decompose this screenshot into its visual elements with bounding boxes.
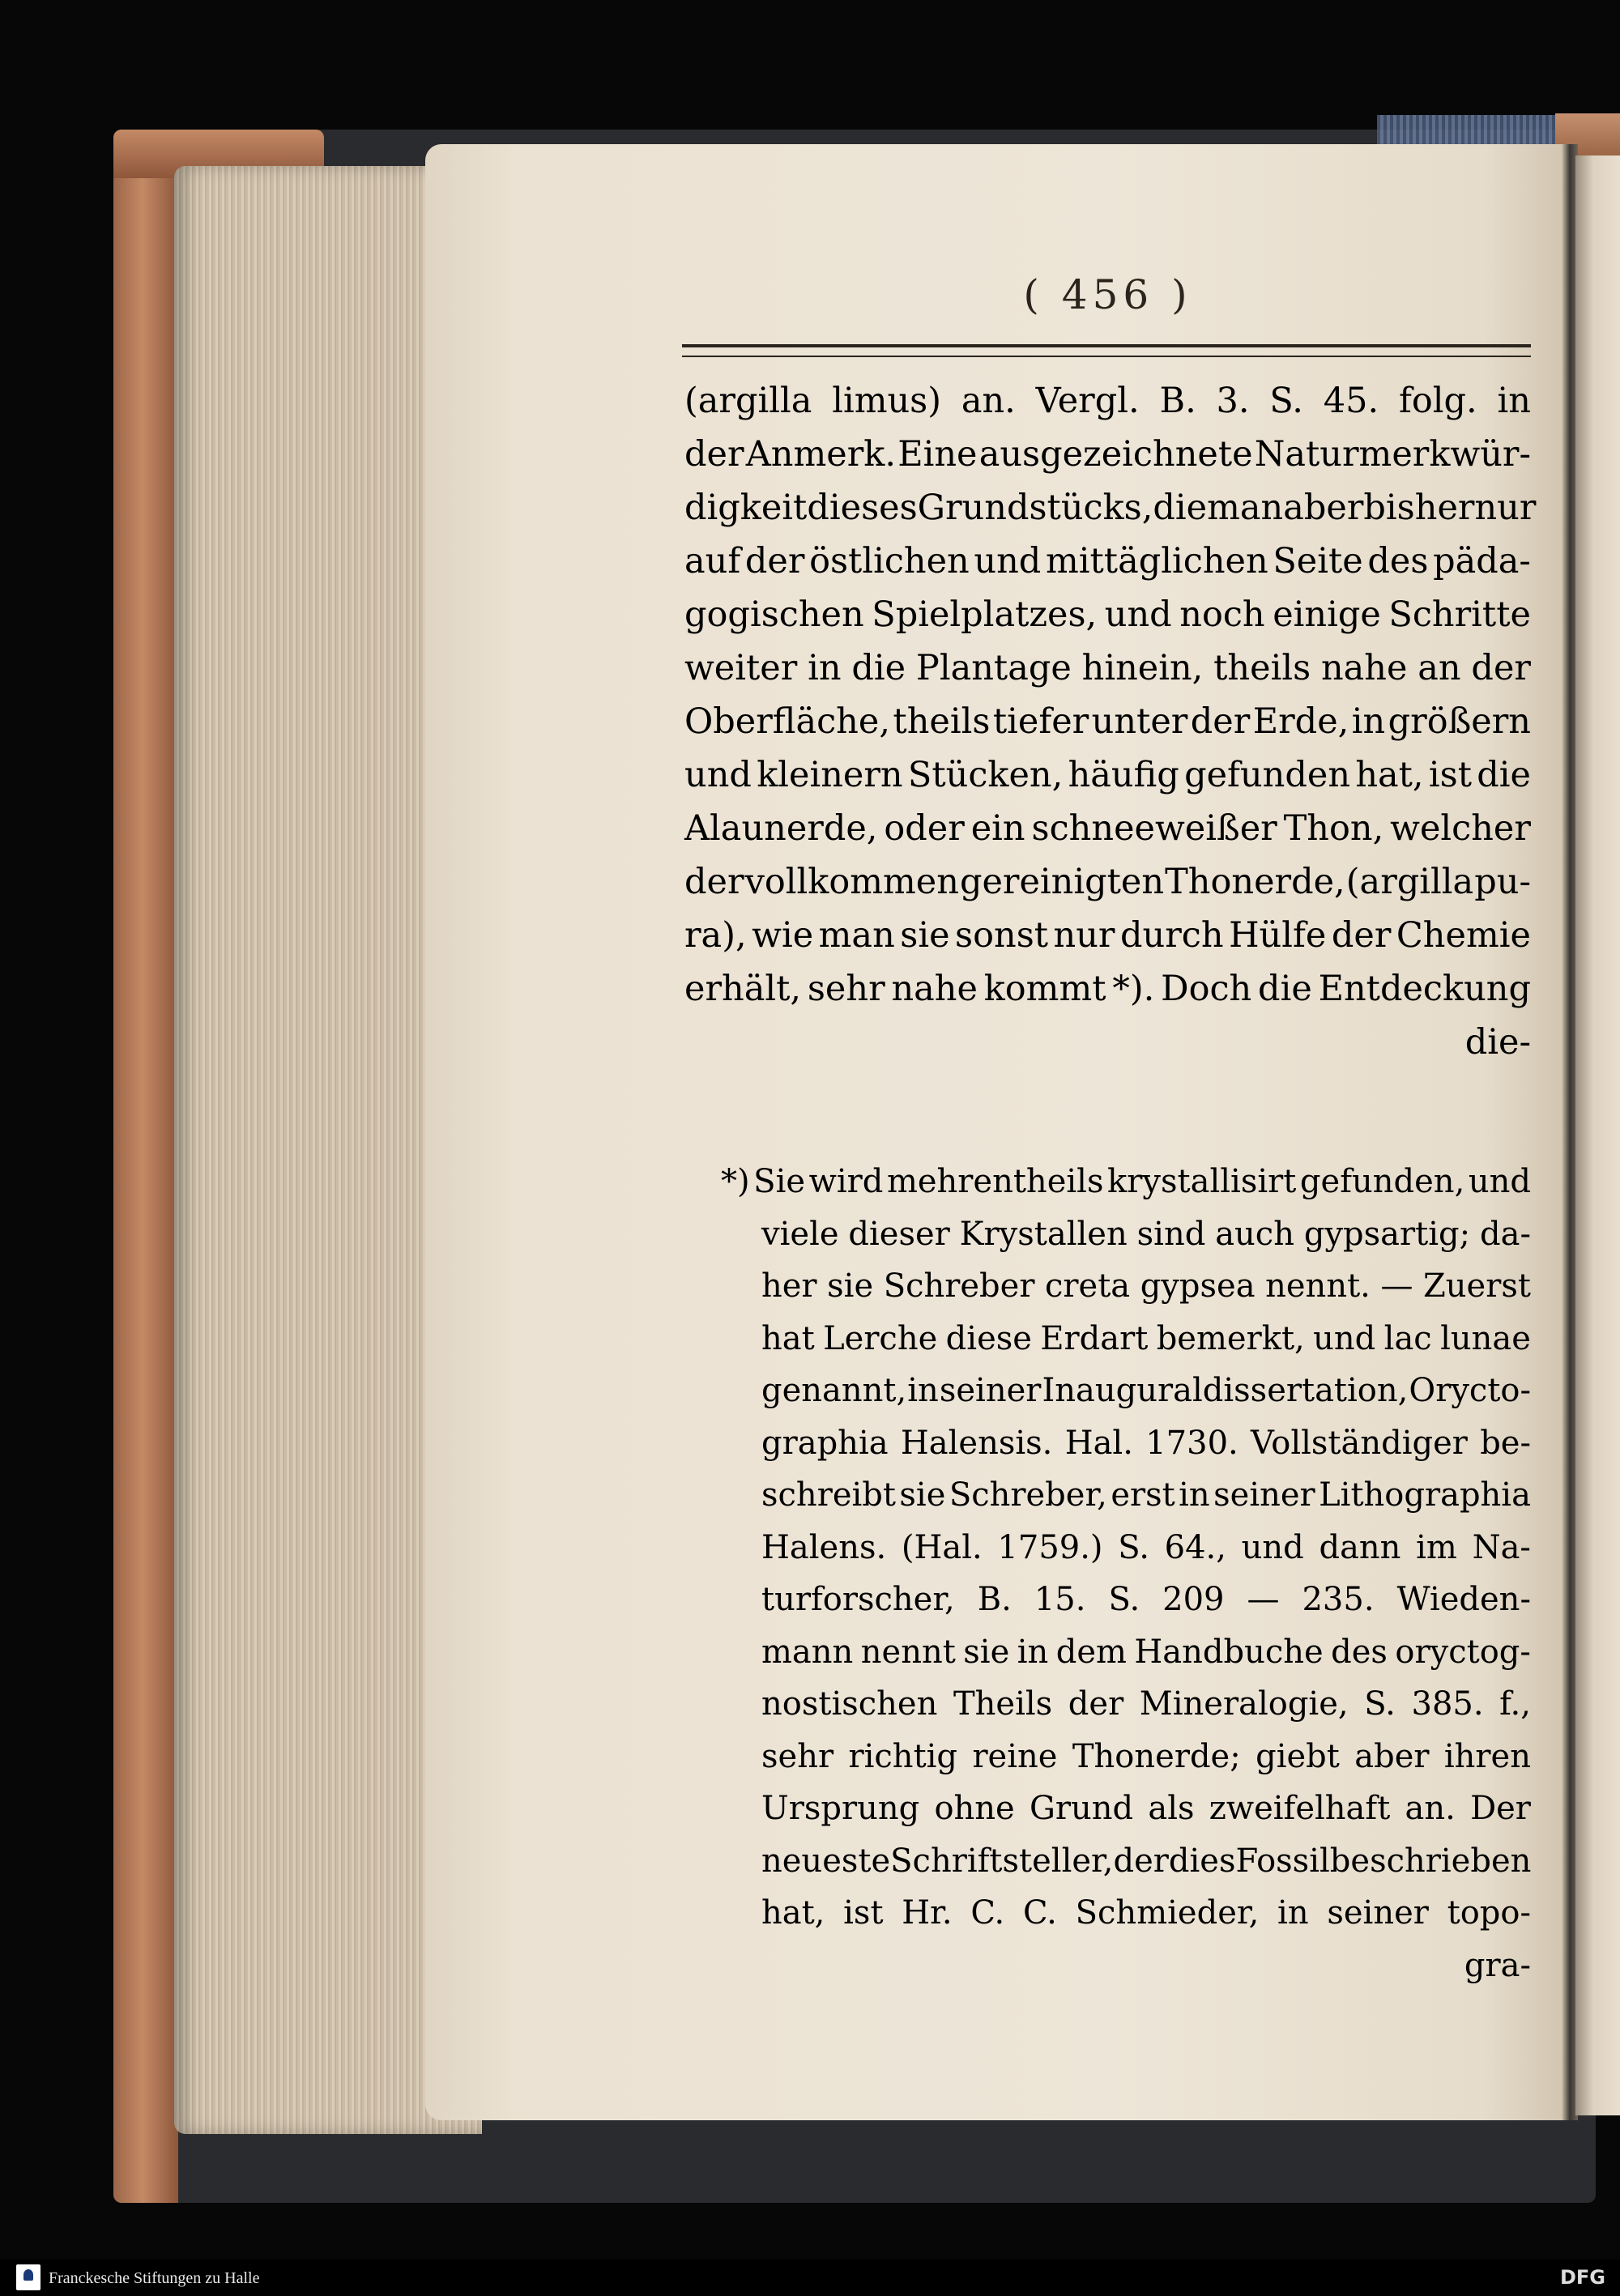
footnote-line: schreibt sie Schreber, erst in seiner Lithographia	[761, 1476, 1531, 1514]
footnote	[721, 1156, 1531, 1991]
body-line: digkeit dieses Grundstücks, die man aber bisher nur	[684, 488, 1537, 528]
body-text	[684, 374, 1537, 1069]
footnote-line: genannt, in seiner Inauguraldissertation, Orycto-	[761, 1372, 1531, 1409]
facing-page-edge	[1575, 155, 1620, 2115]
viewer-footer	[0, 2260, 1620, 2296]
body-line: auf der östlichen und mittäglichen Seite des päda-	[684, 541, 1531, 581]
body-line: der vollkommen gereinigten Thonerde, (argilla pu-	[684, 862, 1531, 902]
footnote-line: mann nennt sie in dem Handbuche des oryctog-	[761, 1633, 1531, 1671]
body-line: ra), wie man sie sonst nur durch Hülfe der Chemie	[684, 915, 1531, 956]
institution-logo-icon	[16, 2264, 40, 2290]
footnote-line: turforscher, B. 15. S. 209 — 235. Wieden-	[761, 1581, 1531, 1618]
footnote-line: hat, ist Hr. C. C. Schmieder, in seiner topo-	[761, 1894, 1531, 1932]
funder-logo: DFG	[1559, 2266, 1605, 2289]
body-line: und kleinern Stücken, häufig gefunden hat, ist die	[684, 755, 1531, 795]
footnote-line: sehr richtig reine Thonerde; giebt aber ihren	[761, 1737, 1531, 1775]
body-line: (argilla limus) an. Vergl. B. 3. S. 45. folg. in	[684, 381, 1531, 421]
footnote-catchword: gra-	[1464, 1946, 1531, 1984]
body-line: der Anmerk. Eine ausgezeichnete Naturmerkwür-	[684, 434, 1531, 475]
footnote-line: graphia Halensis. Hal. 1730. Vollständiger be-	[761, 1424, 1531, 1462]
body-line: Oberfläche, theils tiefer unter der Erde, in größern	[684, 701, 1531, 742]
body-line: Alaunerde, oder ein schneeweißer Thon, welcher	[684, 808, 1531, 849]
footnote-line: Halens. (Hal. 1759.) S. 64., und dann im Na-	[761, 1528, 1531, 1566]
catchword: die-	[1464, 1022, 1531, 1063]
footnote-line: Ursprung ohne Grund als zweifelhaft an. Der	[761, 1790, 1531, 1827]
footnote-line: her sie Schreber creta gypsea nennt. — Zuerst	[761, 1267, 1531, 1305]
body-line: erhält, sehr nahe kommt *). Doch die Entdeckung	[684, 969, 1531, 1009]
footnote-line: nostischen Theils der Mineralogie, S. 385. f.,	[761, 1685, 1531, 1723]
institution-name: Franckesche Stiftungen zu Halle	[49, 2269, 260, 2287]
body-line: weiter in die Plantage hinein, theils nahe an der	[684, 648, 1531, 688]
page-header: ( 456 )	[1023, 271, 1192, 318]
body-line: gogischen Spielplatzes, und noch einige Schritte	[684, 594, 1531, 635]
header-rule	[682, 344, 1531, 357]
footnote-line: hat Lerche diese Erdart bemerkt, und lac lunae	[761, 1319, 1531, 1357]
footnote-line: viele dieser Krystallen sind auch gypsartig; da-	[761, 1215, 1531, 1253]
footnote-line: neueste Schriftsteller, der dies Fossil beschrieben	[761, 1842, 1532, 1880]
leather-corner-left	[113, 130, 178, 2203]
footnote-line: *) Sie wird mehrentheils krystallisirt gefunden, und	[721, 1163, 1531, 1200]
